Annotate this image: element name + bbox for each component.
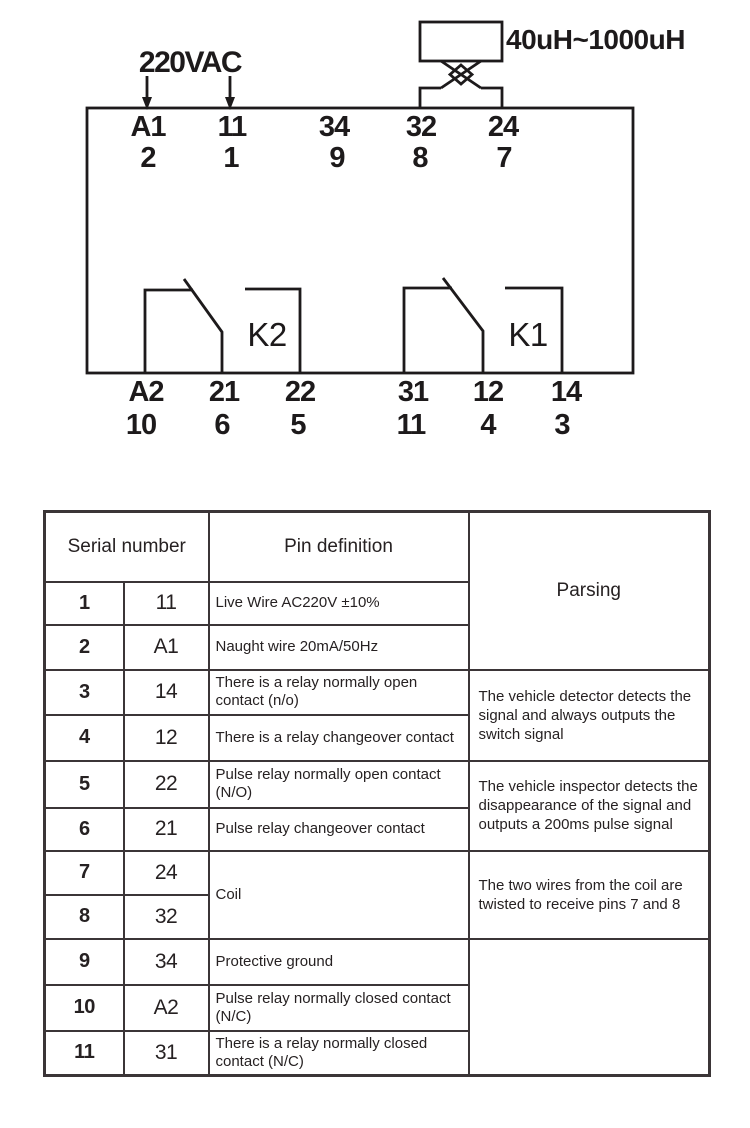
definition-cell-coil: Coil	[209, 851, 469, 939]
serial-cell: 5	[45, 761, 124, 808]
serial-cell: 7	[45, 851, 124, 895]
pin-definition-table	[43, 510, 711, 1077]
parsing-header: Parsing	[469, 512, 710, 670]
bottom-pin-name: 12	[472, 376, 504, 408]
top-pin-name: 32	[405, 111, 437, 143]
pin-definition-header: Pin definition	[209, 512, 469, 582]
bottom-pin-name: 21	[208, 376, 240, 408]
table-row	[45, 851, 710, 895]
definition-cell: There is a relay normally open contact (n/o)	[209, 670, 469, 715]
bottom-pin-number: 3	[554, 409, 570, 441]
pin-cell: 11	[124, 582, 209, 625]
pin-cell: A2	[124, 985, 209, 1031]
bottom-pin-number: 11	[396, 409, 426, 441]
bottom-pin-name: 22	[284, 376, 316, 408]
relay-k1-left-contact	[404, 288, 452, 373]
pin-cell: 14	[124, 670, 209, 715]
definition-cell: Pulse relay normally closed contact (N/C)	[209, 985, 469, 1031]
pin-cell: 24	[124, 851, 209, 895]
pin-cell: 34	[124, 939, 209, 985]
wiring-diagram	[0, 0, 750, 470]
relay-k2-label: K2	[247, 316, 287, 353]
top-pin-number: 7	[496, 142, 512, 174]
top-pin-number: 2	[140, 142, 156, 174]
relay-k1-label: K1	[508, 316, 548, 353]
definition-cell: Pulse relay changeover contact	[209, 808, 469, 851]
definition-cell: There is a relay changeover contact	[209, 715, 469, 761]
serial-cell: 1	[45, 582, 124, 625]
definition-cell: There is a relay normally closed contact (N/C)	[209, 1031, 469, 1076]
inductance-range-label: 40uH~1000uH	[506, 24, 685, 55]
serial-cell: 10	[45, 985, 124, 1031]
table-row	[45, 939, 710, 985]
parsing-cell: The vehicle inspector detects the disappearance of the signal and outputs a 200ms pulse signal	[469, 761, 710, 851]
coil-lead-connector	[420, 88, 502, 108]
definition-cell: Live Wire AC220V ±10%	[209, 582, 469, 625]
top-pin-name: 24	[487, 111, 519, 143]
definition-cell: Protective ground	[209, 939, 469, 985]
serial-cell: 6	[45, 808, 124, 851]
pin-cell: 31	[124, 1031, 209, 1076]
table-row	[45, 670, 710, 715]
bottom-pin-number: 4	[480, 409, 496, 441]
parsing-cell-empty	[469, 939, 710, 1076]
top-pin-number: 9	[329, 142, 345, 174]
serial-number-header: Serial number	[45, 512, 209, 582]
serial-cell: 4	[45, 715, 124, 761]
bottom-pin-number: 5	[290, 409, 306, 441]
parsing-cell: The vehicle detector detects the signal and always outputs the switch signal	[469, 670, 710, 761]
top-pin-number: 1	[223, 142, 239, 174]
bottom-pin-name: 31	[397, 376, 429, 408]
relay-k1-blade	[443, 278, 483, 373]
parsing-cell: The two wires from the coil are twisted to receive pins 7 and 8	[469, 851, 710, 939]
pin-cell: 21	[124, 808, 209, 851]
pin-cell: 22	[124, 761, 209, 808]
bottom-pin-name: 14	[550, 376, 582, 408]
top-pin-name: A1	[130, 111, 166, 143]
top-pin-name: 34	[318, 111, 350, 143]
relay-k2-left-contact	[145, 290, 193, 373]
table-row	[45, 761, 710, 808]
definition-cell: Naught wire 20mA/50Hz	[209, 625, 469, 670]
bottom-pin-name: A2	[128, 376, 164, 408]
pin-cell: A1	[124, 625, 209, 670]
bottom-pin-number: 6	[214, 409, 230, 441]
serial-cell: 3	[45, 670, 124, 715]
table-header-row	[45, 512, 710, 582]
serial-cell: 2	[45, 625, 124, 670]
top-pin-name: 11	[217, 111, 247, 143]
top-pin-number: 8	[412, 142, 428, 174]
loop-coil-box	[420, 22, 502, 61]
pin-cell: 32	[124, 895, 209, 939]
bottom-pin-number: 10	[125, 409, 157, 441]
pin-cell: 12	[124, 715, 209, 761]
definition-cell: Pulse relay normally open contact (N/O)	[209, 761, 469, 808]
supply-voltage-label: 220VAC	[138, 46, 242, 79]
relay-k2-blade	[184, 279, 222, 373]
serial-cell: 8	[45, 895, 124, 939]
serial-cell: 9	[45, 939, 124, 985]
serial-cell: 11	[45, 1031, 124, 1076]
